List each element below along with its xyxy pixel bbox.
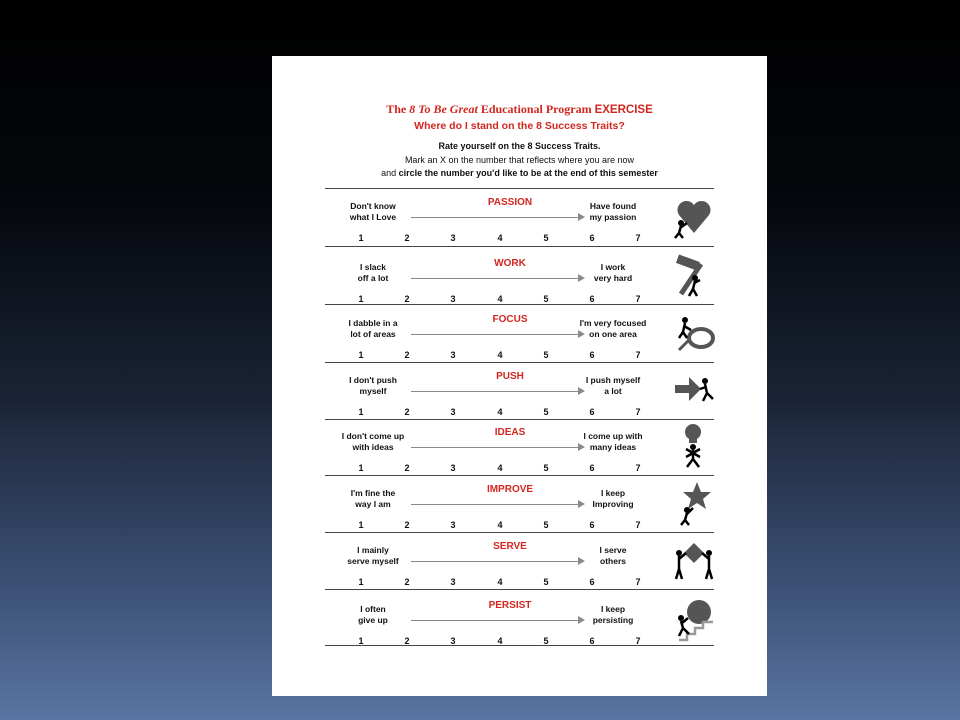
- low-descriptor-line: myself: [359, 386, 387, 396]
- serve-icon: [673, 537, 715, 583]
- rating-option[interactable]: 2: [404, 407, 410, 417]
- trait-name: PASSION: [487, 197, 533, 208]
- low-descriptor: [333, 318, 413, 340]
- rating-option[interactable]: 1: [358, 463, 364, 473]
- heart-icon: [673, 193, 715, 239]
- rating-option[interactable]: 5: [543, 294, 549, 304]
- high-descriptor: [573, 375, 653, 397]
- boulder-stairs-icon: [673, 596, 715, 642]
- rating-option[interactable]: 1: [358, 407, 364, 417]
- trait-name: WORK: [494, 258, 526, 269]
- high-descriptor: [573, 488, 653, 510]
- trait-row-persist: [325, 600, 720, 660]
- rating-option[interactable]: 6: [589, 350, 595, 360]
- rating-option[interactable]: 2: [404, 577, 410, 587]
- trait-name: FOCUS: [492, 314, 528, 325]
- low-descriptor: [333, 201, 413, 223]
- scale-arrow-line: [411, 620, 579, 621]
- low-descriptor: [333, 431, 413, 453]
- rating-option[interactable]: 6: [589, 463, 595, 473]
- high-descriptor-line: many ideas: [589, 442, 637, 452]
- rating-option[interactable]: 3: [450, 407, 456, 417]
- low-descriptor: [333, 488, 413, 510]
- trait-row-focus: [325, 314, 720, 374]
- rating-option[interactable]: 6: [589, 233, 595, 243]
- instruction-mark: Mark an X on the number that reflects where you are now: [404, 155, 635, 165]
- low-descriptor-line: I mainly: [357, 545, 389, 555]
- rating-option[interactable]: 2: [404, 520, 410, 530]
- rating-option[interactable]: 3: [450, 294, 456, 304]
- rating-option[interactable]: 1: [358, 636, 364, 646]
- instruction-heading: Rate yourself on the 8 Success Traits.: [438, 141, 601, 151]
- high-descriptor-line: others: [600, 556, 626, 566]
- low-descriptor-line: give up: [358, 615, 388, 625]
- high-descriptor-line: very hard: [593, 273, 633, 283]
- low-descriptor-line: I slack: [360, 262, 386, 272]
- rating-option[interactable]: 4: [497, 636, 503, 646]
- high-descriptor-line: I come up with: [583, 431, 643, 441]
- low-descriptor-line: with ideas: [352, 442, 394, 452]
- rating-option[interactable]: 3: [450, 636, 456, 646]
- low-descriptor: [333, 375, 413, 397]
- rating-option[interactable]: 2: [404, 294, 410, 304]
- low-descriptor-line: I often: [360, 604, 386, 614]
- high-descriptor-line: I push myself: [585, 375, 641, 385]
- high-descriptor-line: I work: [600, 262, 626, 272]
- rating-option[interactable]: 7: [635, 636, 641, 646]
- rating-option[interactable]: 3: [450, 520, 456, 530]
- high-descriptor: [573, 201, 653, 223]
- rating-option[interactable]: 6: [589, 294, 595, 304]
- rating-option[interactable]: 2: [404, 350, 410, 360]
- high-descriptor-line: I'm very focused: [579, 318, 647, 328]
- low-descriptor-line: I don't come up: [341, 431, 405, 441]
- rating-option[interactable]: 7: [635, 463, 641, 473]
- high-descriptor-line: persisting: [592, 615, 634, 625]
- scale-arrow-line: [411, 217, 579, 218]
- low-descriptor-line: lot of areas: [350, 329, 396, 339]
- high-descriptor: [573, 318, 653, 340]
- scale-arrow-line: [411, 504, 579, 505]
- high-descriptor: [573, 262, 653, 284]
- rating-option[interactable]: 1: [358, 520, 364, 530]
- high-descriptor-line: a lot: [604, 386, 622, 396]
- rating-option[interactable]: 4: [497, 233, 503, 243]
- scale-arrow-line: [411, 561, 579, 562]
- trait-name: IMPROVE: [486, 484, 534, 495]
- low-descriptor-line: I dabble in a: [348, 318, 398, 328]
- rating-option[interactable]: 2: [404, 463, 410, 473]
- low-descriptor-line: serve myself: [347, 556, 399, 566]
- high-descriptor: [573, 431, 653, 453]
- trait-row-ideas: [325, 427, 720, 487]
- rating-option[interactable]: 5: [543, 407, 549, 417]
- low-descriptor-line: I don't push: [349, 375, 397, 385]
- rating-option[interactable]: 4: [497, 463, 503, 473]
- trait-name: PUSH: [496, 371, 524, 382]
- rating-option[interactable]: 4: [497, 350, 503, 360]
- trait-row-serve: [325, 541, 720, 601]
- rating-option[interactable]: 3: [450, 350, 456, 360]
- low-descriptor-line: I'm fine the: [350, 488, 396, 498]
- rating-option[interactable]: 5: [543, 577, 549, 587]
- rating-option[interactable]: 7: [635, 233, 641, 243]
- high-descriptor-line: my passion: [589, 212, 637, 222]
- high-descriptor-line: Have found: [589, 201, 637, 211]
- trait-name: SERVE: [493, 541, 527, 552]
- low-descriptor-line: off a lot: [357, 273, 389, 283]
- trait-row-push: [325, 371, 720, 431]
- rating-option[interactable]: 5: [543, 636, 549, 646]
- rating-option[interactable]: 7: [635, 520, 641, 530]
- trait-row-work: [325, 258, 720, 318]
- rating-option[interactable]: 6: [589, 520, 595, 530]
- low-descriptor-line: Don't know: [350, 201, 396, 211]
- rating-option[interactable]: 5: [543, 233, 549, 243]
- rating-option[interactable]: 4: [497, 520, 503, 530]
- hammer-icon: [673, 254, 715, 300]
- high-descriptor: [573, 604, 653, 626]
- rating-option[interactable]: 3: [450, 463, 456, 473]
- low-descriptor-line: way I am: [355, 499, 391, 509]
- trait-row-passion: [325, 197, 720, 257]
- high-descriptor-line: Improving: [592, 499, 634, 509]
- low-descriptor: [333, 604, 413, 626]
- rating-option[interactable]: 5: [543, 350, 549, 360]
- scale-arrow-line: [411, 447, 579, 448]
- scale-arrow-line: [411, 334, 579, 335]
- rating-option[interactable]: 1: [358, 350, 364, 360]
- rating-option[interactable]: 7: [635, 407, 641, 417]
- rating-option[interactable]: 6: [589, 577, 595, 587]
- low-descriptor-line: what I Love: [349, 212, 397, 222]
- rating-option[interactable]: 7: [635, 577, 641, 587]
- scale-arrow-line: [411, 278, 579, 279]
- scale-arrow-line: [411, 391, 579, 392]
- high-descriptor-line: I serve: [599, 545, 627, 555]
- lightbulb-icon: [673, 423, 715, 469]
- rating-option[interactable]: 5: [543, 520, 549, 530]
- rating-option[interactable]: 6: [589, 636, 595, 646]
- rating-option[interactable]: 5: [543, 463, 549, 473]
- worksheet-subtitle: Where do I stand on the 8 Success Traits?: [414, 120, 625, 132]
- trait-name: IDEAS: [494, 427, 526, 438]
- worksheet-title: The 8 To Be Great Educational Program EXERCISE: [386, 102, 653, 116]
- rating-option[interactable]: 7: [635, 294, 641, 304]
- low-descriptor: [333, 545, 413, 567]
- rating-option[interactable]: 4: [497, 577, 503, 587]
- star-icon: [673, 480, 715, 526]
- rating-option[interactable]: 6: [589, 407, 595, 417]
- rating-option[interactable]: 4: [497, 294, 503, 304]
- high-descriptor-line: I keep: [600, 488, 626, 498]
- high-descriptor-line: I keep: [600, 604, 626, 614]
- rating-option[interactable]: 3: [450, 233, 456, 243]
- lasso-icon: [673, 310, 715, 356]
- rating-option[interactable]: 1: [358, 294, 364, 304]
- instruction-circle: and circle the number you'd like to be at the end of this semester: [381, 168, 658, 178]
- rating-option[interactable]: 4: [497, 407, 503, 417]
- low-descriptor: [333, 262, 413, 284]
- trait-name: PERSIST: [488, 600, 532, 611]
- high-descriptor: [573, 545, 653, 567]
- high-descriptor-line: on one area: [589, 329, 637, 339]
- rating-option[interactable]: 1: [358, 233, 364, 243]
- rating-option[interactable]: 3: [450, 577, 456, 587]
- rating-option[interactable]: 7: [635, 350, 641, 360]
- worksheet-page: [272, 56, 767, 696]
- trait-row-improve: [325, 484, 720, 544]
- push-arrow-icon: [673, 367, 715, 413]
- rating-option[interactable]: 2: [404, 233, 410, 243]
- rating-option[interactable]: 1: [358, 577, 364, 587]
- rating-option[interactable]: 2: [404, 636, 410, 646]
- row-divider: [325, 188, 714, 189]
